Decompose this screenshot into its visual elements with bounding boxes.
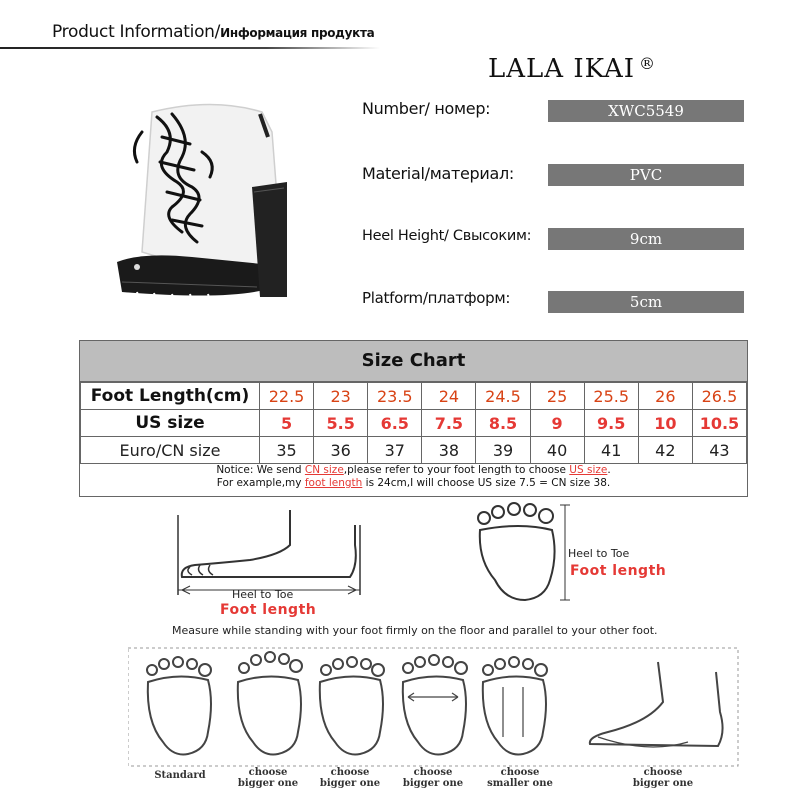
spec-material-label: Material/материал: — [362, 164, 515, 183]
table-row-foot-length — [81, 383, 747, 410]
foot-caption-bigger: choose bigger one — [237, 767, 299, 789]
row-header-foot-length: Foot Length(cm) — [81, 383, 260, 410]
table-cell: 23 — [314, 383, 368, 410]
table-cell: 36 — [314, 437, 368, 464]
header-title-ru: Информация продукта — [220, 26, 375, 40]
side-heel-to-toe-caption: Heel to Toe — [232, 588, 294, 601]
table-cell: 6.5 — [368, 410, 422, 437]
table-cell: 24.5 — [476, 383, 530, 410]
foot-caption-standard: Standard — [154, 770, 206, 781]
foot-caption-bigger: choose bigger one — [632, 767, 694, 789]
spec-material-value: PVC — [548, 164, 744, 186]
table-cell: 5.5 — [314, 410, 368, 437]
size-chart-title: Size Chart — [80, 341, 747, 382]
brand-name: LALA IKAI — [488, 54, 636, 84]
row-header-euro-cn-size: Euro/CN size — [81, 437, 260, 464]
table-cell: 10.5 — [692, 410, 746, 437]
notice-highlight: CN size — [304, 464, 344, 476]
table-cell: 22.5 — [260, 383, 314, 410]
size-chart-notice — [80, 464, 747, 490]
table-cell: 25 — [530, 383, 584, 410]
foot-caption-bigger: choose bigger one — [319, 767, 381, 789]
header-underline — [0, 47, 380, 49]
spec-platform-value: 5cm — [548, 291, 744, 313]
table-cell: 23.5 — [368, 383, 422, 410]
table-cell: 39 — [476, 437, 530, 464]
top-foot-length-caption: Foot length — [570, 563, 667, 579]
table-row-us-size — [81, 410, 747, 437]
table-cell: 5 — [260, 410, 314, 437]
table-cell: 37 — [368, 437, 422, 464]
notice-highlight: US size — [569, 464, 608, 476]
table-cell: 25.5 — [584, 383, 638, 410]
table-cell: 40 — [530, 437, 584, 464]
table-cell: 26.5 — [692, 383, 746, 410]
measure-instruction: Measure while standing with your foot firmly on the floor and parallel to your other foot. — [172, 624, 658, 637]
size-chart — [79, 340, 748, 497]
brand-logo — [488, 54, 656, 84]
header-title-en: Product Information/ — [52, 22, 221, 42]
spec-number-value: XWC5549 — [548, 100, 744, 122]
notice-text: . — [607, 464, 611, 476]
spec-number-label: Number/ номер: — [362, 99, 491, 118]
table-cell: 42 — [638, 437, 692, 464]
notice-text: Notice: We send — [216, 464, 305, 476]
side-foot-length-caption: Foot length — [220, 602, 317, 618]
spec-heel-label: Heel Height/ Свысоким: — [362, 228, 532, 244]
table-cell: 43 — [692, 437, 746, 464]
table-cell: 38 — [422, 437, 476, 464]
spec-heel-value: 9cm — [548, 228, 744, 250]
notice-highlight: foot length — [304, 477, 363, 489]
notice-text: ,please refer to your foot length to choose — [343, 464, 570, 476]
table-cell: 9.5 — [584, 410, 638, 437]
table-cell: 35 — [260, 437, 314, 464]
foot-types-illustration — [128, 642, 748, 772]
table-cell: 41 — [584, 437, 638, 464]
table-row-euro-cn-size — [81, 437, 747, 464]
notice-text: For example,my — [216, 477, 305, 489]
foot-caption-bigger: choose bigger one — [402, 767, 464, 789]
notice-line-2 — [80, 477, 747, 490]
size-chart-table — [80, 382, 747, 464]
table-cell: 9 — [530, 410, 584, 437]
table-cell: 24 — [422, 383, 476, 410]
table-cell: 10 — [638, 410, 692, 437]
foot-caption-smaller: choose smaller one — [487, 767, 553, 789]
table-cell: 8.5 — [476, 410, 530, 437]
notice-text: is 24cm,I will choose US size 7.5 = CN size 38. — [362, 477, 611, 489]
table-cell: 7.5 — [422, 410, 476, 437]
product-boot-image — [82, 92, 322, 322]
top-heel-to-toe-caption: Heel to Toe — [568, 547, 630, 560]
spec-platform-label: Platform/платформ: — [362, 289, 511, 307]
row-header-us-size: US size — [81, 410, 260, 437]
page-header-title — [52, 22, 374, 42]
table-cell: 26 — [638, 383, 692, 410]
registered-mark: ® — [639, 54, 657, 73]
notice-line-1 — [80, 464, 747, 477]
